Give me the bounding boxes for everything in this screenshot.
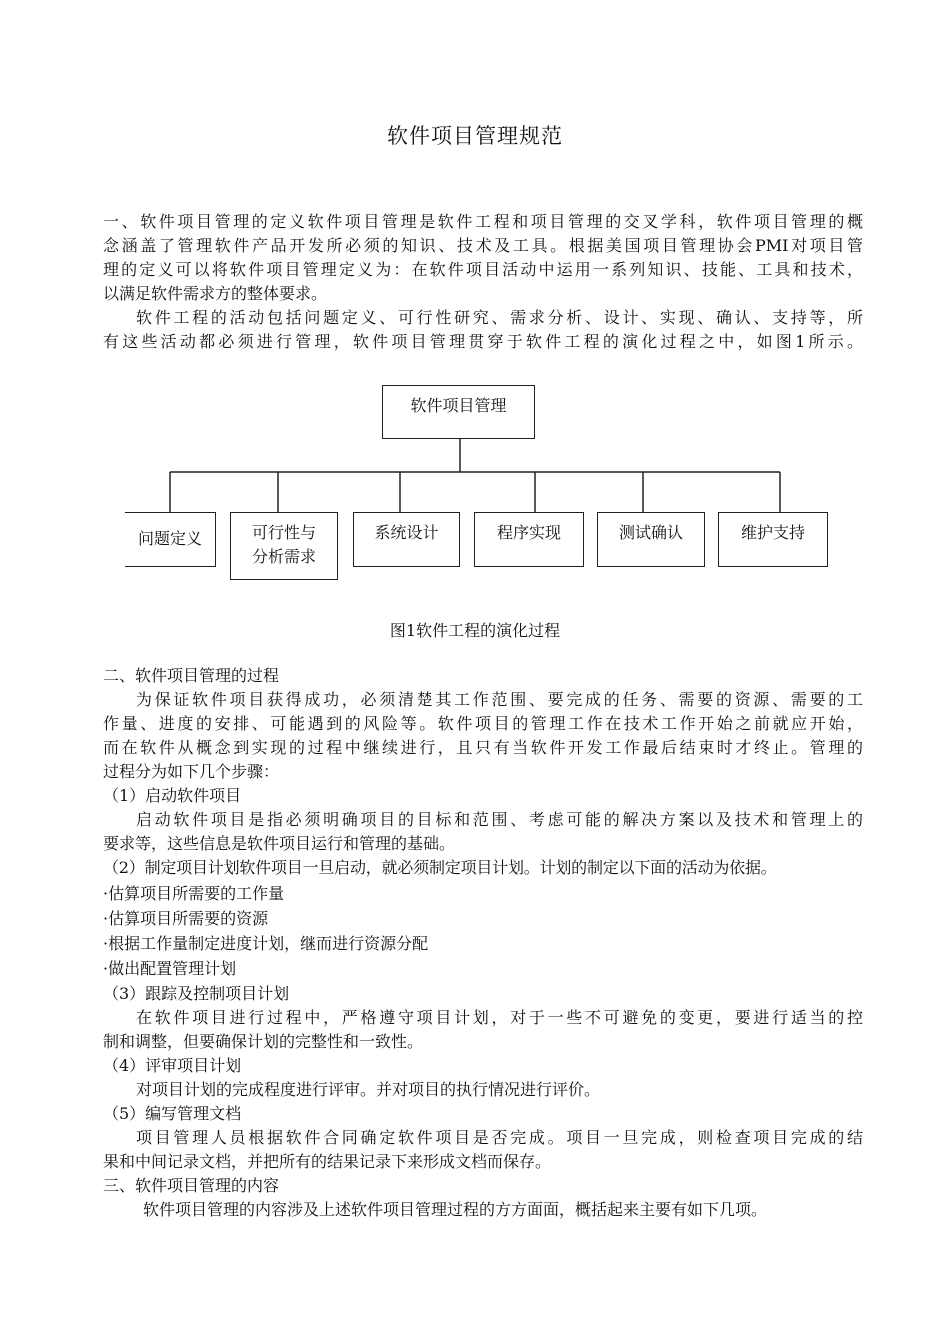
document-title: 软件项目管理规范 [387, 124, 563, 148]
bullet-item: ·估算项目所需要的工作量 [103, 884, 285, 903]
paragraph-line: 软件工程的活动包括问题定义、可行性研究、需求分析、设计、实现、确认、支持等，所 [136, 308, 863, 327]
paragraph-line: 制和调整，但要确保计划的完整性和一致性。 [103, 1032, 424, 1051]
diagram-child-box-1: 问题定义 [125, 512, 216, 567]
diagram-child-box-2: 可行性与 分析需求 [230, 512, 338, 580]
diagram-root-box: 软件项目管理 [382, 385, 535, 439]
paragraph-line: 过程分为如下几个步骤： [103, 762, 280, 781]
paragraph-line: 启动软件项目是指必须明确项目的目标和范围、考虑可能的解决方案以及技术和管理上的 [136, 810, 863, 829]
step-title: （1）启动软件项目 [103, 786, 242, 805]
bullet-item: ·估算项目所需要的资源 [103, 909, 269, 928]
paragraph-line: 作量、进度的安排、可能遇到的风险等。软件项目的管理工作在技术工作开始之前就应开始， [103, 714, 863, 733]
paragraph-line: 以满足软件需求方的整体要求。 [103, 284, 328, 303]
paragraph-line: 要求等，这些信息是软件项目运行和管理的基础。 [103, 834, 456, 853]
paragraph-line: 果和中间记录文档，并把所有的结果记录下来形成文档而保存。 [103, 1152, 552, 1171]
bullet-item: ·做出配置管理计划 [103, 959, 237, 978]
paragraph-line: 一、软件项目管理的定义软件项目管理是软件工程和项目管理的交叉学科，软件项目管理的概 [103, 212, 863, 231]
section-heading: 三、软件项目管理的内容 [103, 1176, 280, 1195]
diagram-child-box-6: 维护支持 [718, 512, 828, 567]
step-title: （3）跟踪及控制项目计划 [103, 984, 290, 1003]
paragraph-line: 念涵盖了管理软件产品开发所必须的知识、技术及工具。根据美国项目管理协会PMI对项目管 [103, 236, 863, 255]
figure-caption: 图1软件工程的演化过程 [389, 621, 561, 640]
paragraph-line: 软件项目管理的内容涉及上述软件项目管理过程的方方面面，概括起来主要有如下几项。 [143, 1200, 768, 1219]
paragraph-line: 对项目计划的完成程度进行评审。并对项目的执行情况进行评价。 [136, 1080, 601, 1099]
step-title: （5）编写管理文档 [103, 1104, 242, 1123]
paragraph-line: 项目管理人员根据软件合同确定软件项目是否完成。项目一旦完成，则检查项目完成的结 [136, 1128, 863, 1147]
paragraph-line: 有这些活动都必须进行管理，软件项目管理贯穿于软件工程的演化过程之中，如图1所示。 [103, 332, 863, 351]
step-title: （4）评审项目计划 [103, 1056, 242, 1075]
paragraph-line: 理的定义可以将软件项目管理定义为：在软件项目活动中运用一系列知识、技能、工具和技术， [103, 260, 863, 279]
paragraph-line: 而在软件从概念到实现的过程中继续进行，且只有当软件开发工作最后结束时才终止。管理的 [103, 738, 863, 757]
paragraph-line: 在软件项目进行过程中，严格遵守项目计划，对于一些不可避免的变更，要进行适当的控 [136, 1008, 863, 1027]
diagram-child-box-4: 程序实现 [474, 512, 584, 567]
paragraph-line: 为保证软件项目获得成功，必须清楚其工作范围、要完成的任务、需要的资源、需要的工 [136, 690, 863, 709]
diagram-child-box-3: 系统设计 [353, 512, 460, 567]
diagram-child-box-5: 测试确认 [597, 512, 705, 567]
section-heading: 二、软件项目管理的过程 [103, 666, 280, 685]
bullet-item: ·根据工作量制定进度计划，继而进行资源分配 [103, 934, 429, 953]
step-title: （2）制定项目计划软件项目一旦启动，就必须制定项目计划。计划的制定以下面的活动为依据。 [103, 858, 777, 877]
